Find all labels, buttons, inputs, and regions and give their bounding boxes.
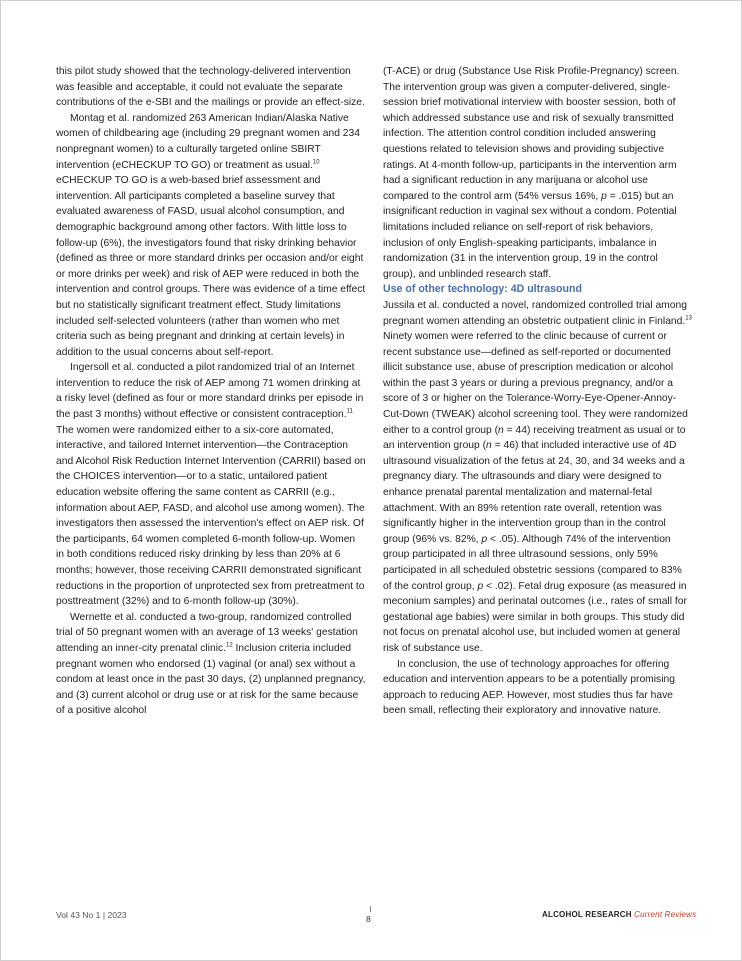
left-column — [56, 64, 366, 719]
paragraph-ingersoll: Ingersoll et al. conducted a pilot randomized trial of an Internet intervention to reduce the risk of AEP among 71 women drinking at a risky level (defined as four or more standard drinks per episode in the past 3 months) without effective or consistent contraception.$^{11}$ The women were randomized either to a six-core automated, interactive, and tailored Internet intervention—the Contraception and Alcohol Risk Reduction Internet Intervention (CARRII) based on the CHOICES intervention—or to a static, untailored patient education website offering the same content as CARRII (e.g., information about AEP, FASD, and alcohol use among women). The investigators then assessed the intervention's effect on AEP risk. Of the participants, 64 women completed 6-month follow-up. Women in both conditions reduced risky drinking by less than 20% at 6 months; however, those receiving CARRII demonstrated significant reductions in the proportion of unprotected sex from pretreatment to posttreatment (32%) and to 6-month follow-up (30%). — [56, 362, 366, 608]
paragraph-montag: Montag et al. randomized 263 American Indian/Alaska Native women of childbearing age (including 29 pregnant women and 234 nonpregnant women) to a culturally targeted online SBIRT intervention (eCHECKUP TO GO) or treatment as usual.$^{10}$ eCHECKUP TO GO is a web-based brief assessment and intervention. All participants completed a baseline survey that evaluated awareness of FASD, usual alcohol consumption, and demographic background among other factors. With little loss to follow-up (6%), the investigators found that risky drinking behavior (defined as three or more standard drinks per occasion and/or eight or more drinks per week) and risk of AEP were reduced in both the intervention and control groups. There was evidence of a time effect but no statistically significant treatment effect. Study limitations included self-selected volunteers (rather than women who met criteria such as being pregnant and drinking at certain levels) in addition to the usual concerns about self-report. — [56, 112, 366, 358]
paragraph-conclusion: In conclusion, the use of technology approaches for offering education and intervention appears to be a potentially promising approach to reducing AEP. However, most studies thus far have been small, reflecting their exploratory and innovative nature. — [383, 658, 675, 717]
section-heading: Use of other technology: 4D ultrasound — [383, 283, 582, 296]
footer-divider — [370, 906, 371, 912]
right-column — [383, 64, 693, 719]
paragraph-wernette: Wernette et al. conducted a two-group, randomized controlled trial of 50 pregnant women with an average of 13 weeks' gestation attending an inner-city prenatal clinic.$^{12}$ Inclusion criteria included pregnant women who endorsed (1) vaginal (or anal) sex without a condom at least once in the past 30 days, (2) unplanned pregnancy, and (3) current alcohol or drug use or at risk for the same because of a positive alcohol — [56, 611, 366, 717]
paragraph-jussila: Jussila et al. conducted a novel, randomized controlled trial among pregnant women attending an obstetric outpatient clinic in Finland.$^{13}$ Ninety women were referred to the clinic because of current or recent substance use—defined as self-reported or documented illicit substance use, abuse of prescription medication or alcohol within the past 3 years or during a previous pregnancy, and/or a score of 3 or higher on the Tolerance-Worry-Eye-Opener-Annoy-Cut-Down (TWEAK) alcohol screening tool. They were randomized either to a control group (n = 44) receiving treatment as usual or to an intervention group (n = 46) that included interactive use of 4D ultrasound visualization of the fetus at 24, 30, and 34 weeks and a pregnancy diary. The ultrasounds and diary were designed to enhance prenatal parental mentalization and maternal-fetal attachment. With an 89% retention rate overall, retention was significantly higher in the intervention group than in the control group (96% vs. 82%, p < .05). Although 74% of the intervention group participated in all three ultrasound sessions, only 59% participated in all scheduled obstetric sessions (compared to 83% of the control group, p < .02). Fetal drug exposure (as measured in meconium samples) and perinatal outcomes (i.e., rates of small for gestational age babies) were similar in both groups. This study did not focus on prenatal alcohol use, but included women at general risk of substance use. — [383, 299, 692, 654]
paragraph-continuation: this pilot study showed that the technology-delivered intervention was feasible and acceptable, it could not evaluate the separate contributions of the e-SBI and the mailings or provide an effect-size. — [56, 66, 365, 109]
journal-subtitle: Current Reviews — [634, 910, 697, 919]
footer-volume: Vol 43 No 1 | 2023 — [56, 910, 127, 920]
journal-name — [542, 910, 696, 919]
citation-ref: 13 — [685, 315, 692, 322]
citation-ref: 10 — [312, 159, 320, 166]
page-number: 8 — [366, 914, 371, 924]
citation-ref: 11 — [346, 408, 353, 415]
paragraph-wernette-continued: (T-ACE) or drug (Substance Use Risk Profile-Pregnancy) screen. The intervention group was given a computer-delivered, single-session brief motivational interview with booster session, both of which addressed substance use and risk of sexually transmitted infection. The attention control condition included answering questions related to television shows and providing subjective ratings. At 4-month follow-up, participants in the intervention arm had a significant reduction in any marijuana or alcohol use compared to the control arm (54% versus 16%, p = .015) but an insignificant reduction in vaginal sex without a condom. Potential limitations included reliance on self-report of risk behaviors, inclusion of only English-speaking participants, imbalance in randomization (31 in the intervention group, 19 in the control group), and unblinded research staff. — [383, 66, 680, 280]
journal-brand: ALCOHOL RESEARCH — [542, 910, 632, 919]
citation-ref: 12 — [226, 642, 233, 649]
